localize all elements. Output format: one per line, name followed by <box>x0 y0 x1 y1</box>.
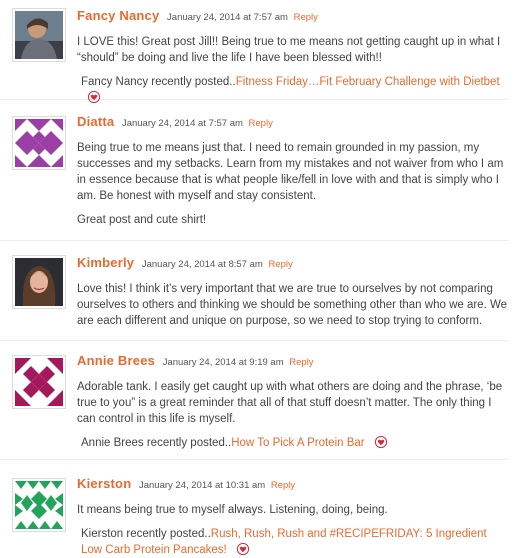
comment-body <box>77 8 508 106</box>
recent-post-link[interactable]: Fitness Friday…Fit February Challenge with Dietbet <box>235 76 500 88</box>
comment-author[interactable]: Kierston <box>77 476 132 491</box>
comment <box>0 0 508 100</box>
comment <box>0 341 508 460</box>
comment-text <box>77 379 508 427</box>
recent-post-prefix: Annie Brees recently posted.. <box>81 437 232 449</box>
recent-post-prefix: Kierston recently posted.. <box>81 528 211 540</box>
comment-body <box>77 114 508 236</box>
recent-post-link[interactable]: Rush, Rush, Rush and #RECIPEFRIDAY: 5 Ingredient Low Carb Protein Pancakes! <box>81 528 487 556</box>
comment-text <box>77 140 508 228</box>
comment-date[interactable]: January 24, 2014 at 10:31 am <box>138 480 266 491</box>
comment-body <box>77 353 508 451</box>
heart-icon[interactable] <box>374 436 388 448</box>
comment-meta <box>77 476 508 494</box>
comment-meta <box>77 114 508 132</box>
comment-meta <box>77 353 508 371</box>
comment-date[interactable]: January 24, 2014 at 7:57 am <box>167 12 288 23</box>
comment-date[interactable]: January 24, 2014 at 8:57 am <box>141 259 263 270</box>
recent-post <box>81 435 508 451</box>
comment-body <box>77 476 508 558</box>
comment <box>0 100 508 241</box>
comment-text <box>77 281 508 329</box>
photo-avatar-icon <box>15 11 63 59</box>
reply-link[interactable]: Reply <box>248 118 273 129</box>
reply-link[interactable]: Reply <box>270 480 296 491</box>
comment-paragraph: Love this! I think it’s very important that we are true to ourselves by not comparing ourselves to others and thinking we should be something other than who we are. We are each different and unique on purpose, so we need to stop trying to conform. <box>77 283 508 327</box>
avatar-kimberly[interactable] <box>12 255 66 309</box>
geometric-avatar-icon <box>15 481 63 529</box>
comment-paragraph: It means being true to myself always. Listening, doing, being. <box>77 504 388 516</box>
recent-post <box>81 526 508 558</box>
photo-avatar-icon <box>15 258 63 306</box>
comment <box>0 460 508 556</box>
geometric-avatar-icon <box>15 119 63 167</box>
recent-post-prefix: Fancy Nancy recently posted.. <box>81 76 236 88</box>
comment-author[interactable]: Kimberly <box>77 255 135 270</box>
comment-author[interactable]: Annie Brees <box>77 353 156 368</box>
avatar-diatta[interactable] <box>12 116 66 170</box>
reply-link[interactable]: Reply <box>268 259 293 270</box>
comment-text <box>77 502 508 518</box>
recent-post-link[interactable]: How To Pick A Protein Bar <box>231 437 365 449</box>
comment-body <box>77 255 508 337</box>
avatar-fancy-nancy[interactable] <box>12 8 66 62</box>
reply-link[interactable]: Reply <box>289 357 314 368</box>
comment <box>0 241 508 341</box>
comment-paragraph: Being true to me means just that. I need to remain grounded in my passion, my successes and my setbacks. Learn from my mistakes and not waiver from who I am in essence because that is what people like/fell in love with and that is simply who I am. Be honest with myself and stay consistent. <box>77 142 504 202</box>
comment-date[interactable]: January 24, 2014 at 7:57 am <box>121 118 243 129</box>
comment-author[interactable]: Diatta <box>77 114 115 129</box>
geometric-avatar-icon <box>15 358 63 406</box>
comment-meta <box>77 255 508 273</box>
comment-paragraph: Adorable tank. I easily get caught up with what others are doing and the phrase, ‘be true to you” is a great reminder that all of that stuff doesn’t matter. The only thing I can control in this life is myself. <box>77 381 503 425</box>
comment-paragraph: I LOVE this! Great post Jill!! Being true to me means not getting caught up in what I “should” be doing and live the life I have been blessed with!! <box>77 36 501 64</box>
avatar-annie-brees[interactable] <box>12 355 66 409</box>
comment-text <box>77 34 508 66</box>
comment-meta <box>77 8 508 26</box>
reply-link[interactable]: Reply <box>293 12 318 23</box>
comment-paragraph: Great post and cute shirt! <box>77 214 207 226</box>
comment-date[interactable]: January 24, 2014 at 9:19 am <box>162 357 284 368</box>
comment-author[interactable]: Fancy Nancy <box>77 8 160 23</box>
avatar-kierston[interactable] <box>12 478 66 532</box>
